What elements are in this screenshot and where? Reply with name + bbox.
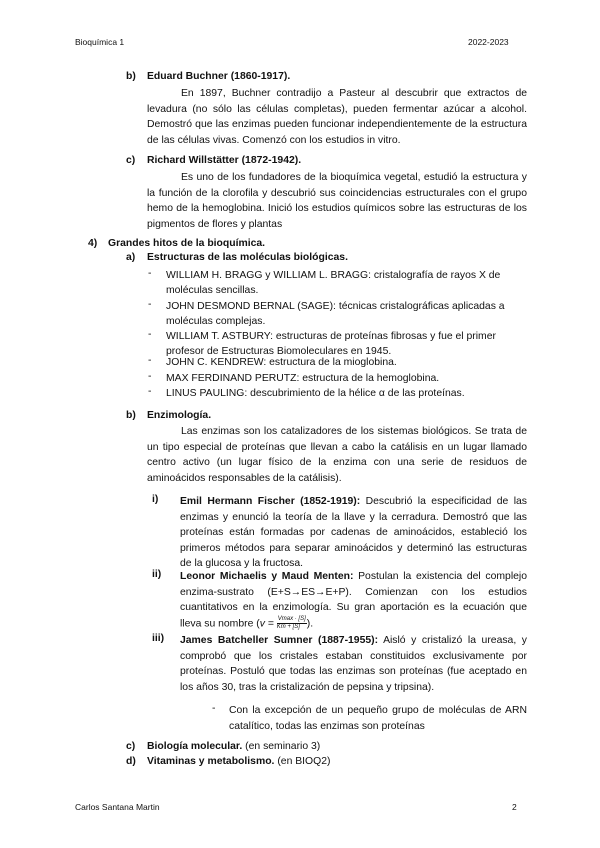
bullet-dash: - [212,703,216,714]
list-item: MAX FERDINAND PERUTZ: estructura de la hemoglobina. [166,373,440,384]
equation-numerator: Vmax · [S] [277,615,306,622]
michaelis-title: Leonor Michaelis y Maud Menten: [180,571,354,582]
buchner-title: Eduard Buchner (1860-1917). [147,71,291,82]
biologia-title: Biología molecular. [147,741,243,752]
willstatter-title: Richard Willstätter (1872-1942). [147,155,302,166]
vitaminas-text: (en BIOQ2) [277,756,331,767]
bullet-dash: - [148,299,152,310]
bullet-dash: - [148,355,152,366]
buchner-label: b) [126,71,136,82]
fischer-title: Emil Hermann Fischer (1852-1919): [180,496,361,507]
sumner-paragraph [180,633,527,695]
hitos-label: 4) [88,238,98,249]
sumner-note: Con la excepción de un pequeño grupo de moléculas de ARN catalítico, todas las enzimas son proteínas [229,705,527,732]
enzimologia-paragraph: Las enzimas son los catalizadores de los sistemas biológicos. Se trata de un tipo especial de proteínas que llevan a cabo la catálisis en un lugar llamado centro activo (un lugar físico de la enzima con una serie de residuos de aminoácidos responsables de la catálisis). [147,426,527,484]
sumner-title: James Batcheller Sumner (1887-1955): [180,635,379,646]
hitos-title: Grandes hitos de la bioquímica. [108,238,266,249]
willstatter-label: c) [126,155,136,166]
page-number: 2 [512,802,517,812]
michaelis-paragraph [180,569,527,632]
biologia-label: c) [126,741,136,752]
willstatter-paragraph: Es uno de los fundadores de la bioquímica vegetal, estudió la estructura y la función de la clorofila y descubrió sus coincidencias estructurales con el grupo hemo de la hemoglobina. Inició los estudios químicos sobre las estructuras de los pigmentos de flores y plantas [147,172,527,230]
enzimologia-label: b) [126,410,136,421]
list-item: WILLIAM T. ASTBURY: estructuras de proteínas fibrosas y fue el primer profesor de Estructuras Biomoleculares en 1945. [166,331,496,358]
vitaminas-title: Vitaminas y metabolismo. [147,756,275,767]
bullet-dash: - [148,329,152,340]
bullet-dash: - [148,268,152,279]
biologia-text: (en seminario 3) [245,741,321,752]
bullet-dash: - [148,371,152,382]
michaelis-label: ii) [152,569,162,580]
estructuras-title: Estructuras de las moléculas biológicas. [147,252,348,263]
michaelis-text-end: ). [306,618,314,630]
buchner-paragraph: En 1897, Buchner contradijo a Pasteur al descubrir que extractos de levadura (no sólo las células completas), pueden fermentar azúcar a alcohol. Demostró que las enzimas pueden funcionar independientemente de la estructura de las células vivas. Comenzó con los estudios in vitro. [147,88,527,146]
fischer-paragraph [180,494,527,572]
vitaminas-line [147,756,330,767]
enzimologia-title: Enzimología. [147,410,212,421]
equation-denominator: Km + [S] [276,623,300,630]
header-left: Bioquímica 1 [75,37,125,47]
header-right: 2022-2023 [468,37,509,47]
michaelis-menten-equation [277,616,307,631]
sumner-text: Aisló y cristalizó la ureasa, y comprobó que los cristales estaban constituidos exclusivamente por proteínas. Postuló que todas las enzimas son proteínas (fue aceptado en los años 30, tras la cristalización de pepsina y tripsina). [180,635,527,693]
equation-lhs: v = [259,618,274,630]
footer-left: Carlos Santana Martin [75,802,160,812]
vitaminas-label: d) [126,756,136,767]
estructuras-label: a) [126,252,136,263]
biologia-line [147,741,320,752]
list-item: JOHN DESMOND BERNAL (SAGE): técnicas cristalográficas aplicadas a moléculas complejas. [166,301,505,328]
sumner-label: iii) [152,633,165,644]
fischer-label: i) [152,494,159,505]
list-item: LINUS PAULING: descubrimiento de la hélice α de las proteínas. [166,388,465,399]
michaelis-text: Postulan la existencia del complejo enzima-sustrato (E+S→ES→E+P). Comienzan con los estudios cuantitativos en la enzimología. Su gran aportación es la ecuación que lleva su nombre ( [180,571,528,630]
fischer-text: Descubrió la especificidad de las enzimas y enunció la teoría de la llave y la cerradura. Demostró que las proteínas están formadas por cadenas de aminoácidos, estableció los primeros métodos para separar aminoácidos y determinó las estructuras de la glucosa y la fructosa. [180,496,527,570]
bullet-dash: - [148,386,152,397]
list-item: WILLIAM H. BRAGG y WILLIAM L. BRAGG: cristalografía de rayos X de moléculas sencillas. [166,270,501,297]
list-item: JOHN C. KENDREW: estructura de la mioglobina. [166,357,397,368]
